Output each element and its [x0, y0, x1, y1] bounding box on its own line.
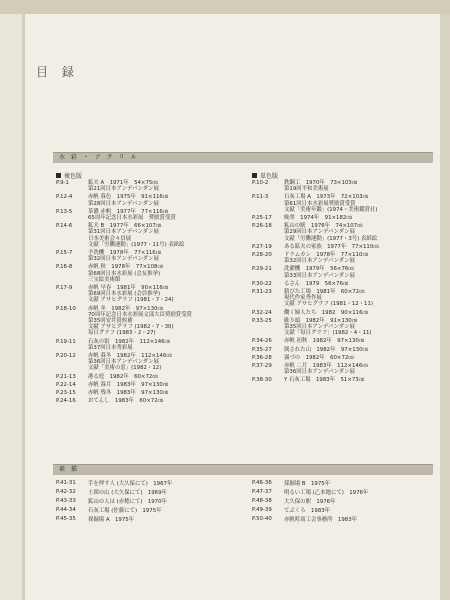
entry-line: 第19回平和美術展 [284, 186, 329, 193]
catalog-entry [252, 215, 438, 221]
entry-details [88, 285, 246, 304]
catalog-entry [56, 382, 246, 388]
entry-line: 鉱山の人は (赤穂にて) 1970年 [88, 498, 167, 505]
entry-page-number: P.28-20 [252, 252, 272, 259]
entry-line: 第33回日本アンデパンダン展 [284, 272, 355, 279]
catalog-entry [252, 318, 438, 337]
catalog-entry [252, 310, 438, 316]
catalog-entry [56, 339, 246, 351]
entry-details [88, 209, 246, 221]
entry-details [284, 363, 438, 375]
entry-page-number: P.14-6 [56, 223, 73, 230]
entry-line: 赤帆 秋 1978年 77×108㎝ [88, 264, 163, 271]
entry-line: 赤帆 冬 1982年 97×130㎝ [88, 305, 163, 312]
entry-page-number: P.43-33 [56, 497, 76, 504]
sketch-entry [252, 505, 438, 514]
entry-line: 現代作家秀作展 [284, 295, 322, 302]
entry-page-number: P.49-39 [252, 506, 272, 513]
entry-page-number: P.9-1 [56, 180, 69, 186]
entry-page-number: P.33-25 [252, 317, 272, 324]
section-title-sketch: 素 描 [59, 466, 79, 473]
sketch-entry [252, 478, 438, 487]
entry-line: 赤帆 二月 1983年 112×146㎝ [284, 363, 368, 370]
section-bar-sketch [53, 464, 433, 475]
entry-line: 石灰の街 1982年 112×146㎝ [88, 338, 170, 345]
entry-line: 鉄鋼工 1970年 73×103㎝ [284, 180, 358, 186]
catalog-entry [252, 281, 438, 287]
catalog-entry [56, 374, 246, 380]
entry-details [284, 281, 438, 287]
entry-details [88, 398, 246, 404]
catalog-entry [252, 363, 438, 375]
entry-line: 採掘場 B 1975年 [284, 480, 331, 487]
entry-page-number: P.38-30 [252, 377, 272, 384]
sketch-entry [56, 487, 246, 496]
entry-page-number: P.42-32 [56, 488, 76, 495]
entry-details [88, 353, 246, 372]
entry-line: 第68回日本水彩展 (会友推挙) [88, 270, 161, 277]
catalog-entry [56, 250, 246, 262]
entry-line: 赤帆 暮月 1983年 97×130㎝ [88, 381, 169, 388]
entry-page-number: P.44-34 [56, 506, 76, 513]
entry-line: 第21回日本アンデパンダン展 [88, 186, 159, 193]
sketch-entry [56, 514, 246, 523]
entry-line: 第36回日本アンデパンダン展 [88, 359, 159, 366]
top-edge [0, 0, 450, 14]
entry-line: 第31回日本アンデパンダン展 [88, 229, 159, 236]
sketch-entry [252, 496, 438, 505]
entry-line: 石灰工場 (佐藤にて) 1975年 [88, 507, 162, 514]
entry-page-number: P.26-18 [252, 223, 272, 230]
entry-line: 石灰工場 A 1973年 72×103㎝ [284, 194, 368, 201]
page-title: 目 録 [36, 65, 79, 79]
catalog-entry [56, 264, 246, 283]
entry-details [88, 306, 246, 337]
entry-details [88, 374, 246, 380]
sketch-entry [56, 496, 246, 505]
entry-page-number: P.31-23 [252, 289, 272, 296]
entry-page-number: P.16-8 [56, 264, 73, 271]
entry-line: 文献「労働運動」(1977・3号) 表紙絵 [284, 235, 378, 242]
catalog-entry [56, 398, 246, 404]
entry-line: 文献「美術の窓」(1982・12) [88, 365, 162, 372]
monochrome-column [252, 170, 438, 386]
entry-page-number: P.17-9 [56, 285, 73, 292]
entry-line: おてんし 1983年 60×72㎝ [88, 398, 164, 405]
square-bullet-icon [252, 173, 257, 178]
entry-details [284, 252, 438, 264]
entry-details [284, 318, 438, 337]
entry-page-number: P.46-36 [252, 479, 272, 486]
sketch-left-list [56, 478, 246, 523]
entry-details [284, 180, 438, 192]
entry-details [284, 310, 438, 316]
entry-page-number: P.50-40 [252, 515, 272, 522]
catalog-entry [56, 306, 246, 337]
entry-details [88, 264, 246, 283]
catalog-entry [56, 390, 246, 396]
entry-line: 赤帆 暮色 1975年 91×116㎝ [88, 194, 169, 201]
sketch-entry [252, 487, 438, 496]
entry-page-number: P.15-7 [56, 250, 73, 257]
entry-line: 鉱山の駅 1976年 74×107㎝ [284, 223, 363, 230]
multicolor-list [56, 180, 246, 405]
page-fold [22, 14, 25, 600]
catalog-entry [56, 194, 246, 206]
entry-line: 毎日グラフ (1983・2・27) [88, 330, 156, 337]
entry-line: Y 石灰工場 1983年 51×73㎝ [284, 377, 365, 384]
entry-page-number: P.19-11 [56, 338, 76, 345]
section-title-watercolor: 水 彩 ・ ア ク リ ル [59, 154, 139, 161]
catalog-entry [252, 194, 438, 213]
entry-page-number: P.13-5 [56, 208, 73, 215]
monochrome-label: 単色版 [260, 172, 279, 180]
entry-line: 土囲の山 (大久保にて) 1969年 [88, 489, 167, 496]
entry-line: 洗濯機 1979年 56×76㎝ [284, 266, 354, 273]
entry-line: 第29回日本アンデパンダン展 [284, 229, 355, 236]
entry-page-number: P.37-29 [252, 363, 272, 370]
entry-details [88, 390, 246, 396]
entry-line: 文献 アサヒグラフ (1981・7・24) [88, 297, 174, 304]
entry-line: 港る庭 1982年 60×72㎝ [88, 373, 158, 380]
entry-details [88, 180, 246, 192]
entry-page-number: P.32-24 [252, 309, 272, 316]
entry-details [284, 347, 438, 353]
entry-page-number: P.45-35 [56, 515, 76, 522]
section-bar-watercolor [53, 152, 433, 163]
entry-line: 赤帆 早春 1981年 90×116㎝ [88, 285, 169, 292]
entry-line: 第32回日本アンデパンダン展 [284, 258, 355, 265]
entry-line: 第36回日本アンデパンダン展 [284, 369, 355, 376]
entry-line: 第32回日本アンデパンダン展 [88, 256, 159, 263]
entry-line: 霧づの 1982年 60×72㎝ [284, 354, 354, 361]
entry-line: 第28回日本アンデパンダン展 [88, 200, 159, 207]
entry-details [284, 215, 438, 221]
entry-page-number: P.24-16 [56, 398, 76, 405]
entry-page-number: P.21-13 [56, 373, 76, 380]
monochrome-heading [252, 170, 438, 180]
page-edge [440, 14, 450, 600]
square-bullet-icon [56, 173, 61, 178]
entry-line: 赤帆 初秋 1982年 97×130㎝ [284, 338, 365, 345]
entry-details [284, 289, 438, 308]
entry-line: 赤帆町商工会事務所 1983年 [284, 516, 358, 523]
entry-details [284, 338, 438, 344]
entry-details [88, 250, 246, 262]
entry-line: 赤帆 残冬 1983年 97×130㎝ [88, 390, 169, 397]
entry-line: 文献「美術年鑑」(1974・美術鑑賞社) [284, 206, 378, 213]
entry-line: 茶濃 赤帆 1977年 77×116㎝ [88, 208, 169, 215]
entry-page-number: P.47-37 [252, 488, 272, 495]
entry-details [284, 244, 438, 250]
entry-page-number: P.20-12 [56, 353, 76, 360]
entry-page-number: P.25-17 [252, 215, 272, 222]
entry-details [88, 194, 246, 206]
entry-page-number: P.41-31 [56, 479, 76, 486]
catalog-entry [252, 223, 438, 242]
entry-page-number: P.36-28 [252, 354, 272, 361]
catalog-entry [252, 347, 438, 353]
entry-line: 三宝絵美術館 [88, 276, 121, 283]
entry-line: 碓り頭 1982年 91×130㎝ [284, 317, 358, 324]
catalog-entry [252, 355, 438, 361]
entry-line: 倒された山 1982年 97×130㎝ [284, 346, 368, 353]
entry-line: 探掘場 A 1975年 [88, 516, 135, 523]
entry-page-number: P.34-26 [252, 338, 272, 345]
catalog-entry [252, 180, 438, 192]
entry-details [88, 223, 246, 248]
entry-line: 第61回日本水彩展奨励賞受賞 [284, 200, 356, 207]
entry-page-number: P.11-3 [252, 194, 269, 201]
catalog-entry [56, 209, 246, 221]
entry-details [284, 223, 438, 242]
entry-details [284, 266, 438, 278]
entry-details [88, 382, 246, 388]
entry-line: 第35回日本アンデパンダン展 [284, 324, 355, 331]
entry-page-number: P.22-14 [56, 381, 76, 388]
entry-page-number: P.23-15 [56, 390, 76, 397]
entry-page-number: P.10-2 [252, 180, 269, 186]
entry-line: 文献 アサヒグラフ (1981・12・11) [284, 301, 373, 308]
sketch-entry [56, 478, 246, 487]
entry-page-number: P.18-10 [56, 305, 76, 312]
catalog-entry [56, 285, 246, 304]
entry-line: 文献「労働運動」(1977・11号) 表紙絵 [88, 241, 185, 248]
catalog-entry [252, 377, 438, 383]
entry-line: 鉱夫 B 1977年 66×107㎝ [88, 223, 162, 230]
entry-page-number: P.29-21 [252, 266, 272, 273]
entry-page-number: P.30-22 [252, 280, 272, 287]
entry-line: 赤帆 暮冬 1982年 112×146㎝ [88, 353, 172, 360]
entry-line: 明るい工場 (乙本地にて) 1976年 [284, 489, 369, 496]
entry-line: 錆びた工場 1981年 60×72㎝ [284, 289, 365, 296]
catalog-entry [252, 266, 438, 278]
multicolor-label: 複色版 [64, 172, 83, 180]
entry-line: 文献「毎日グラフ」(1982・4・11) [284, 330, 372, 337]
entry-line: 文献 アサヒグラフ (1982・7・30) [88, 324, 174, 331]
entry-line: 70周年記念日本水彩展文部大臣奨励賞受賞 [88, 311, 192, 318]
entry-line: 働く婦人たち 1982 90×116㎝ [284, 309, 368, 316]
entry-details [284, 377, 438, 383]
catalog-entry [252, 252, 438, 264]
entry-line: 日本美術会々員展 [88, 235, 132, 242]
entry-line: てぶくろ 1983年 [284, 507, 331, 514]
entry-page-number: P.35-27 [252, 346, 272, 353]
entry-page-number: P.27-19 [252, 243, 272, 250]
entry-line: 予洗機 1978年 77×116㎝ [88, 250, 162, 257]
sketch-entry [56, 505, 246, 514]
entry-line: るさん 1979 56×76㎝ [284, 280, 349, 287]
entry-page-number: P.12-4 [56, 194, 73, 201]
entry-page-number: P.48-38 [252, 497, 272, 504]
sketch-entry [252, 514, 438, 523]
entry-line: 手を押す人 (大久保にて) 1967年 [88, 480, 173, 487]
multicolor-heading [56, 170, 246, 180]
entry-line: 晩翠 1974年 91×182㎝ [284, 215, 352, 222]
sketch-right-list [252, 478, 438, 523]
entry-details [88, 339, 246, 351]
entry-line: ある鉱夫の家族 1977年 77×110㎝ [284, 243, 379, 250]
entry-details [284, 355, 438, 361]
catalog-entry [56, 353, 246, 372]
catalog-entry [252, 289, 438, 308]
catalog-entry [56, 180, 246, 192]
catalog-entry [56, 223, 246, 248]
entry-line: 65周年記念日本水彩展 奨励賞受賞 [88, 215, 176, 222]
catalog-entry [252, 338, 438, 344]
monochrome-list [252, 180, 438, 384]
entry-line: 鉱夫 A 1971年 54×75㎝ [88, 180, 158, 186]
entry-line: 第35回安井賞候補 [88, 318, 133, 325]
entry-line: 第37回日本秀彩展 [88, 344, 133, 351]
entry-line: 第69回日本水彩展 (会員推挙) [88, 291, 161, 298]
entry-details [284, 194, 438, 213]
catalog-entry [252, 244, 438, 250]
multicolor-column [56, 170, 246, 407]
entry-line: 大久保の駅 1976年 [284, 498, 336, 505]
entry-line: ドラムカン 1978年 77×110㎝ [284, 252, 368, 259]
